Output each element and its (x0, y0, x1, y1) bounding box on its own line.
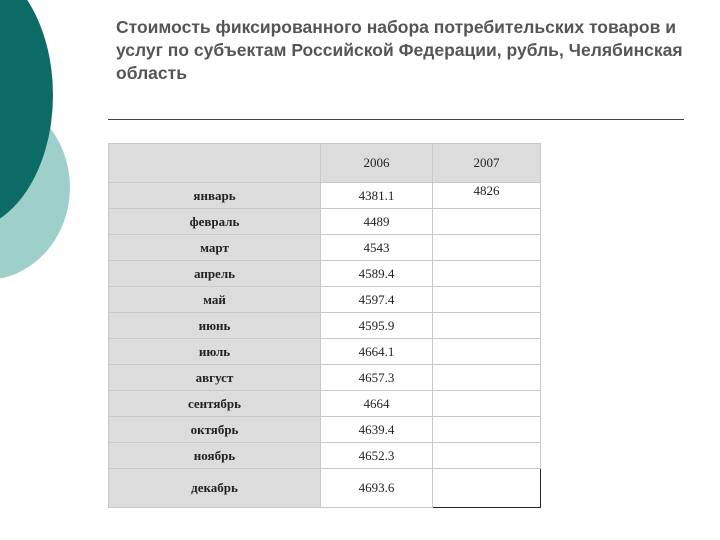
table-header-row (109, 144, 541, 183)
slide-title: Стоимость фиксированного набора потребительских товаров и услуг по субъектам Российской Федерации, рубль, Челябинская область (116, 17, 683, 83)
title-divider (108, 119, 684, 120)
value-2007-cell (433, 261, 541, 287)
value-2007-cell (433, 443, 541, 469)
value-2006-cell: 4657.3 (321, 365, 433, 391)
month-cell: август (109, 365, 321, 391)
month-cell: февраль (109, 209, 321, 235)
month-cell: ноябрь (109, 443, 321, 469)
month-cell: декабрь (109, 469, 321, 508)
table-row (109, 261, 541, 287)
value-2007-cell (433, 469, 541, 508)
value-2006-cell: 4597.4 (321, 287, 433, 313)
month-cell: май (109, 287, 321, 313)
value-2006-cell: 4693.6 (321, 469, 433, 508)
value-2007-cell (433, 287, 541, 313)
month-cell: октябрь (109, 417, 321, 443)
value-2007-cell: 4826 (433, 183, 541, 209)
table-row (109, 417, 541, 443)
table-row (109, 313, 541, 339)
month-cell: июнь (109, 313, 321, 339)
value-2006-cell: 4664 (321, 391, 433, 417)
month-cell: июль (109, 339, 321, 365)
value-2007-cell (433, 209, 541, 235)
month-cell: март (109, 235, 321, 261)
value-2006-cell: 4595.9 (321, 313, 433, 339)
price-table (108, 143, 541, 508)
value-2006-cell: 4664.1 (321, 339, 433, 365)
table-row (109, 339, 541, 365)
value-2006-cell: 4652.3 (321, 443, 433, 469)
table-row (109, 235, 541, 261)
value-2006-cell: 4543 (321, 235, 433, 261)
header-month (109, 144, 321, 183)
table-row (109, 365, 541, 391)
value-2006-cell: 4489 (321, 209, 433, 235)
header-2007: 2007 (433, 144, 541, 183)
month-cell: апрель (109, 261, 321, 287)
table-row (109, 469, 541, 508)
value-2007-cell (433, 417, 541, 443)
value-2007-cell (433, 339, 541, 365)
value-2006-cell: 4381.1 (321, 183, 433, 209)
value-2006-cell: 4589.4 (321, 261, 433, 287)
table-row (109, 287, 541, 313)
value-2007-cell (433, 235, 541, 261)
value-2007-cell (433, 365, 541, 391)
table-row (109, 183, 541, 209)
table-row (109, 391, 541, 417)
table-row (109, 209, 541, 235)
table-row (109, 443, 541, 469)
header-2006: 2006 (321, 144, 433, 183)
table-body (109, 183, 541, 508)
month-cell: сентябрь (109, 391, 321, 417)
month-cell: январь (109, 183, 321, 209)
value-2007-cell (433, 313, 541, 339)
value-2006-cell: 4639.4 (321, 417, 433, 443)
value-2007-cell (433, 391, 541, 417)
